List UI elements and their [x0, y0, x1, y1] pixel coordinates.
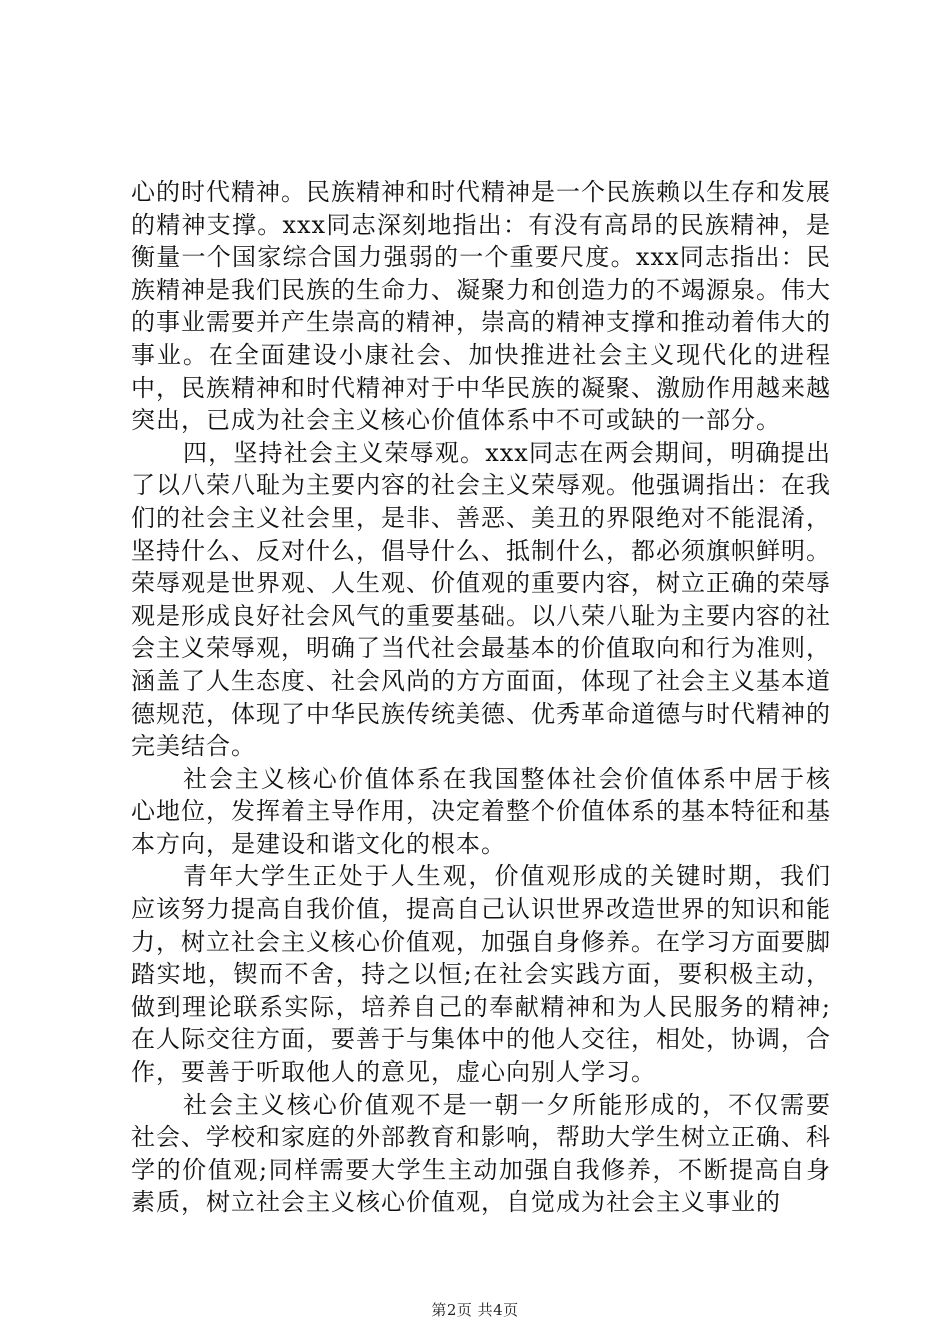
paragraph-1: 心的时代精神。民族精神和时代精神是一个民族赖以生存和发展的精神支撑。xxx同志深刻地指出：有没有高昂的民族精神，是衡量一个国家综合国力强弱的一个重要尺度。xxx同志指出：民族精神是我们民族的生命力、凝聚力和创造力的不竭源泉。伟大的事业需要并产生崇高的精神，崇高的精神支撑和推动着伟大的事业。在全面建设小康社会、加快推进社会主义现代化的进程中，民族精神和时代精神对于中华民族的凝聚、激励作用越来越突出，已成为社会主义核心价值体系中不可或缺的一部分。 [131, 178, 831, 435]
paragraph-2: 四，坚持社会主义荣辱观。xxx同志在两会期间，明确提出了以八荣八耻为主要内容的社会主义荣辱观。他强调指出：在我们的社会主义社会里，是非、善恶、美丑的界限绝对不能混淆，坚持什么、反对什么，倡导什么、抵制什么，都必须旗帜鲜明。荣辱观是世界观、人生观、价值观的重要内容，树立正确的荣辱观是形成良好社会风气的重要基础。以八荣八耻为主要内容的社会主义荣辱观，明确了当代社会最基本的价值取向和行为准则，涵盖了人生态度、社会风尚的方方面面，体现了社会主义基本道德规范，体现了中华民族传统美德、优秀革命道德与时代精神的完美结合。 [131, 438, 831, 761]
paragraph-4: 青年大学生正处于人生观，价值观形成的关键时期，我们应该努力提高自我价值，提高自己认识世界改造世界的知识和能力，树立社会主义核心价值观，加强自身修养。在学习方面要脚踏实地，锲而不舍，持之以恒;在社会实践方面，要积极主动，做到理论联系实际，培养自己的奉献精神和为人民服务的精神;在人际交往方面，要善于与集体中的他人交往，相处，协调，合作，要善于听取他人的意见，虚心向别人学习。 [131, 862, 831, 1087]
paragraph-5: 社会主义核心价值观不是一朝一夕所能形成的，不仅需要社会、学校和家庭的外部教育和影响，帮助大学生树立正确、科学的价值观;同样需要大学生主动加强自我修养，不断提高自身素质，树立社会主义核心价值观，自觉成为社会主义事业的 [131, 1090, 831, 1217]
paragraph-3: 社会主义核心价值体系在我国整体社会价值体系中居于核心地位，发挥着主导作用，决定着整个价值体系的基本特征和基本方向，是建设和谐文化的根本。 [131, 764, 831, 858]
document-body [131, 176, 831, 1219]
page-number-footer: 第2页 共4页 [431, 1301, 519, 1319]
